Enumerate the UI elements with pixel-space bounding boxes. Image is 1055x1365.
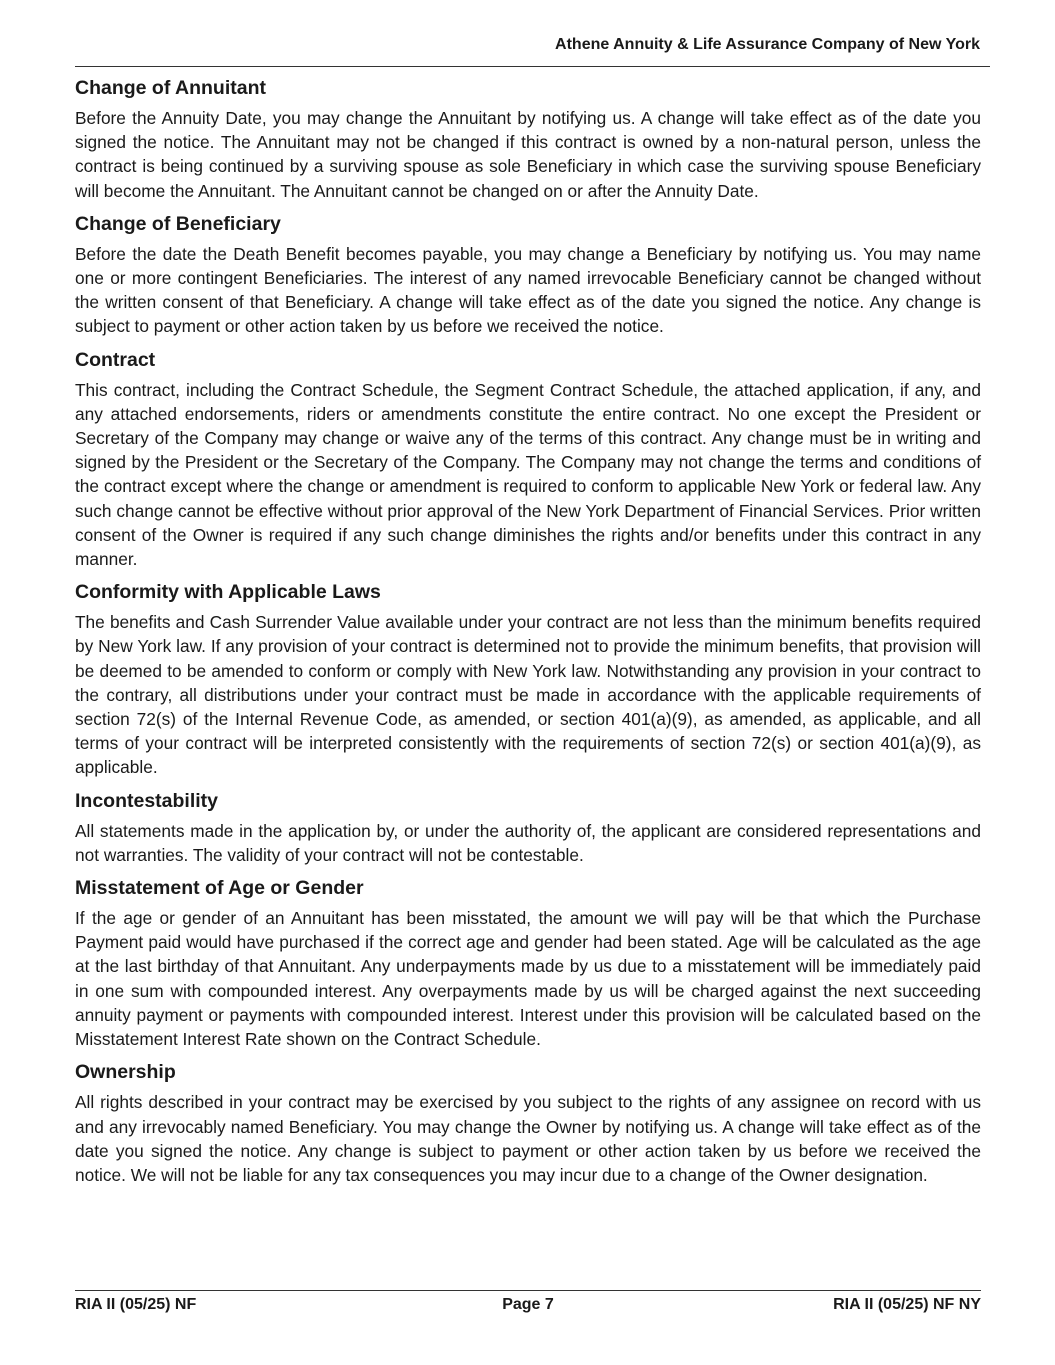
section-body: The benefits and Cash Surrender Value available under your contract are not less than the minimum benefits required by New York law. If any provision of your contract is determined not to provide the minimum benefits, that provision will be deemed to be amended to conform or comply with New York law. Notwithstanding any provision in your contract to the contrary, all distributions under your contract must be made in accordance with the applicable requirements of section 72(s) of the Internal Revenue Code, as amended, or section 401(a)(9), as amended, as applicable, and all terms of your contract will be interpreted consistently with the requirements of section 72(s) or section 401(a)(9), as applicable. [75,612,981,778]
section-title: Conformity with Applicable Laws [75,581,381,604]
section-misstatement-of-age-or-gender [75,876,981,1051]
document-body [75,76,981,1196]
section-conformity-with-applicable-laws [75,580,981,779]
section-title: Change of Beneficiary [75,212,281,235]
section-body: All statements made in the application by, or under the authority of, the applicant are considered representations and not warranties. The validity of your contract will not be contestable. [75,820,981,865]
section-change-of-beneficiary [75,212,981,339]
section-body: If the age or gender of an Annuitant has been misstated, the amount we will pay will be that which the Purchase Payment paid would have purchased if the correct age and gender had been stated. Age will be calculated as the age at the last birthday of that Annuitant. Any underpayments made by us due to a misstatement will be immediately paid in one sum with compounded interest. Any overpayments made by us will be charged against the next succeeding annuity payment or payments with compounded interest. Interest under this provision will be calculated based on the Misstatement Interest Rate shown on the Contract Schedule. [75,908,981,1050]
section-change-of-annuitant [75,76,981,203]
section-incontestability [75,789,981,867]
section-title: Misstatement of Age or Gender [75,877,364,900]
page-header [75,34,990,67]
section-body: Before the Annuity Date, you may change the Annuitant by notifying us. A change will take effect as of the date you signed the notice. The Annuitant may not be changed if this contract is owned by a non-natural person, unless the contract is being continued by a surviving spouse as sole Beneficiary in which case the surviving spouse Beneficiary will become the Annuitant. The Annuitant cannot be changed on or after the Annuity Date. [75,108,981,201]
section-body: This contract, including the Contract Schedule, the Segment Contract Schedule, the attached application, if any, and any attached endorsements, riders or amendments constitute the entire contract. No one except the President or Secretary of the Company may change or waive any of the terms of this contract. Any change must be in writing and signed by the President or the Secretary of the Company. The Company may not change the terms and conditions of the contract except where the change or amendment is required to conform to applicable New York or federal law. Any such change cannot be effective without prior approval of the New York Department of Financial Services. Prior written consent of the Owner is required if any such change diminishes the rights and/or benefits under this contract in any manner. [75,379,981,570]
section-body: Before the date the Death Benefit becomes payable, you may change a Beneficiary by notifying us. You may name one or more contingent Beneficiaries. The interest of any named irrevocable Beneficiary cannot be changed without the written consent of that Beneficiary. A change will take effect as of the date you signed the notice. Any change is subject to payment or other action taken by us before we received the notice. [75,243,981,337]
company-name: Athene Annuity & Life Assurance Company of New York [555,36,980,53]
page-footer [75,1290,981,1321]
form-number-state: RIA II (05/25) NF NY [833,1296,981,1313]
section-title: Incontestability [75,789,219,812]
section-title: Change of Annuitant [75,77,267,99]
section-ownership [75,1060,981,1187]
section-title: Contract [75,348,156,371]
page-number: Page 7 [502,1296,554,1313]
section-title: Ownership [75,1061,176,1084]
section-contract [75,348,981,572]
section-body: All rights described in your contract may be exercised by you subject to the rights of any assignee on record with us and any irrevocably named Beneficiary. You may change the Owner by notifying us. A change will take effect as of the date you signed the notice. Any change is subject to payment or other action taken by us before we received the notice. We will not be liable for any tax consequences you may incur due to a change of the Owner designation. [75,1092,981,1185]
form-number: RIA II (05/25) NF [75,1296,197,1313]
